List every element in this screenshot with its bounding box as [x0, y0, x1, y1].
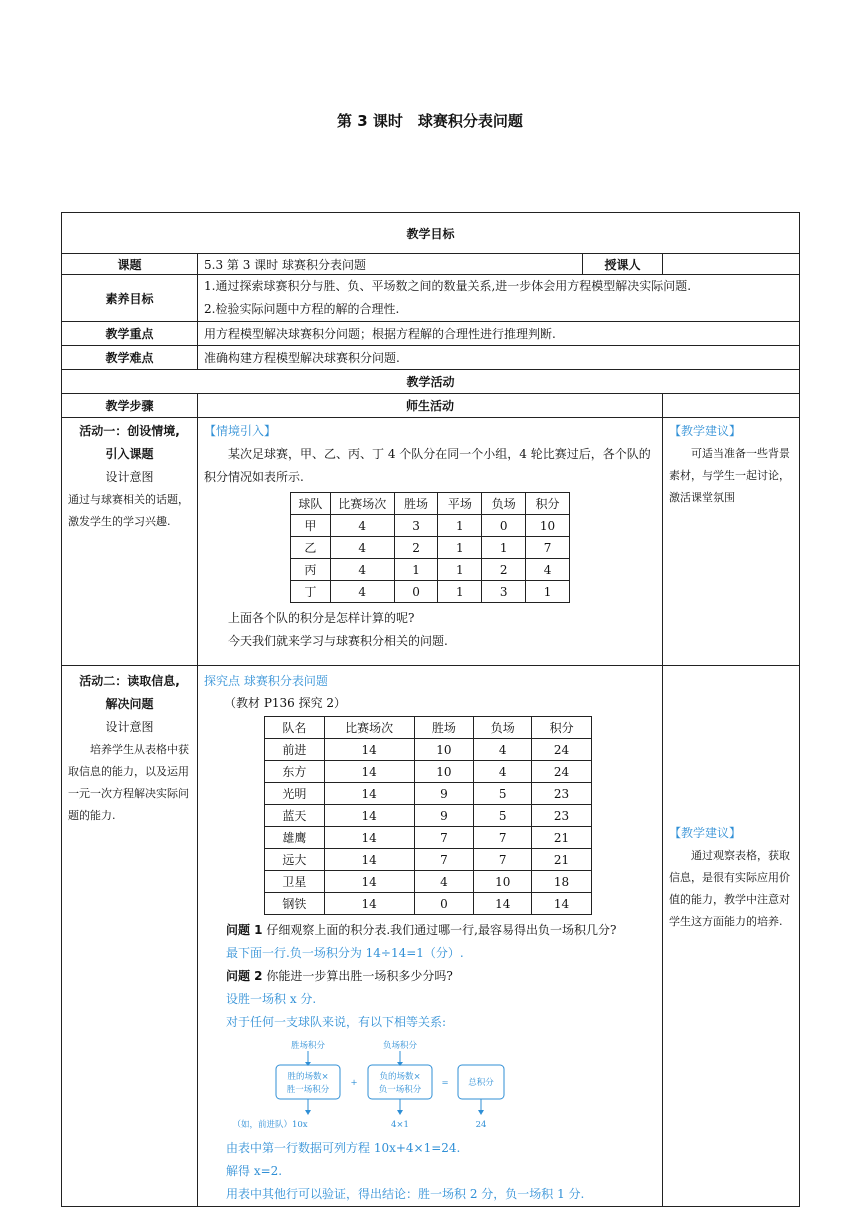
table-cell: 24: [532, 739, 592, 761]
table-cell: 甲: [291, 515, 331, 537]
activity2-suggest-tag: 【教学建议】: [669, 826, 742, 840]
column-header: 队名: [265, 717, 325, 739]
table-cell: 23: [532, 805, 592, 827]
table-cell: 钢铁: [265, 893, 325, 915]
column-header: 比赛场次: [324, 717, 414, 739]
table-row: [265, 893, 592, 915]
score-table-small: [290, 492, 570, 603]
literacy-goal-1: 1.通过探索球赛积分与胜、负、平场数之间的数量关系,进一步体会用方程模型解决实际问题.: [204, 279, 692, 293]
diagram-box2-line2: 负一场积分: [378, 1085, 422, 1095]
table-cell: 远大: [265, 849, 325, 871]
table-cell: 21: [532, 849, 592, 871]
table-cell: 前进: [265, 739, 325, 761]
table-cell: 1: [438, 559, 482, 581]
table-cell: 1: [526, 581, 570, 603]
table-cell: 1: [482, 537, 526, 559]
activity1-title-1: 活动一：创设情境,: [79, 424, 180, 438]
activity2-design-text: 培养学生从表格中获取信息的能力，以及运用一元一次方程解决实际问题的能力.: [68, 743, 189, 822]
table-cell: 3: [394, 515, 438, 537]
table-cell: 10: [414, 739, 474, 761]
activity2-title-1: 活动二：读取信息,: [79, 674, 180, 688]
table-row: [291, 559, 570, 581]
activity2-suggest-text: 通过观察表格，获取信息，是很有实际应用价值的能力，教学中注意对学生这方面能力的培养.: [669, 849, 790, 928]
table-cell: 1: [438, 515, 482, 537]
table-cell: 7: [526, 537, 570, 559]
difficulty-label: 教学难点: [62, 346, 198, 370]
key-point-label: 教学重点: [62, 322, 198, 346]
column-header: 负场: [474, 717, 532, 739]
table-cell: 5: [474, 783, 532, 805]
activity2-answer-2-4: 解得 x=2.: [226, 1164, 283, 1178]
question-1-text: 仔细观察上面的积分表.我们通过哪一行,最容易得出负一场积几分?: [262, 923, 617, 937]
table-cell: 7: [474, 849, 532, 871]
activity1-intro: 某次足球赛，甲、乙、丙、丁 4 个队分在同一个小组，4 轮比赛过后，各个队的积分情况如表所示.: [204, 447, 651, 484]
table-header-row: [265, 717, 592, 739]
table-cell: 9: [414, 805, 474, 827]
activity1-question-2: 今天我们就来学习与球赛积分相关的问题.: [228, 634, 448, 648]
table-cell: 7: [474, 827, 532, 849]
page-title: 第 3 课时 球赛积分表问题: [337, 112, 523, 130]
table-cell: 丁: [291, 581, 331, 603]
question-1-label: 问题 1: [226, 923, 263, 937]
table-cell: 0: [482, 515, 526, 537]
table-cell: 2: [482, 559, 526, 581]
diagram-box1-line2: 胜一场积分: [286, 1085, 330, 1095]
table-cell: 3: [482, 581, 526, 603]
column-header: 胜场: [414, 717, 474, 739]
table-row: [291, 537, 570, 559]
table-cell: 1: [438, 581, 482, 603]
difficulty-value: 准确构建方程模型解决球赛积分问题.: [198, 346, 800, 370]
table-cell: 10: [526, 515, 570, 537]
table-cell: 4: [330, 537, 394, 559]
activity1-suggest-text: 可适当准备一些背景素材，与学生一起讨论，激活课堂氛围: [669, 447, 790, 504]
activity2-tag: 探究点 球赛积分表问题: [204, 674, 328, 688]
table-cell: 0: [414, 893, 474, 915]
table-cell: 光明: [265, 783, 325, 805]
table-cell: 14: [324, 783, 414, 805]
table-row: [265, 805, 592, 827]
table-cell: 5: [474, 805, 532, 827]
table-cell: 9: [414, 783, 474, 805]
table-cell: 10: [474, 871, 532, 893]
diagram-plus: +: [350, 1078, 358, 1088]
literacy-label: 素养目标: [62, 275, 198, 322]
table-cell: 雄鹰: [265, 827, 325, 849]
table-cell: 4: [474, 739, 532, 761]
table-row: [265, 871, 592, 893]
table-cell: 2: [394, 537, 438, 559]
teacher-label: 授课人: [583, 254, 663, 275]
steps-label: 教学步骤: [62, 394, 198, 418]
table-cell: 乙: [291, 537, 331, 559]
table-row: [265, 849, 592, 871]
activity2-answer-1: 最下面一行.负一场积分为 14÷14=1（分）.: [226, 946, 464, 960]
table-cell: 蓝天: [265, 805, 325, 827]
table-row: [291, 515, 570, 537]
table-cell: 18: [532, 871, 592, 893]
diagram-equals: =: [441, 1078, 449, 1088]
lesson-plan-table: [61, 212, 800, 1207]
activity2-question-1: [204, 919, 656, 942]
column-header: 积分: [532, 717, 592, 739]
activity1-tag: 【情境引入】: [204, 424, 277, 438]
table-cell: 14: [324, 893, 414, 915]
table-cell: 10: [414, 761, 474, 783]
table-cell: 4: [330, 581, 394, 603]
table-cell: 14: [324, 871, 414, 893]
diagram-box1-line1: 胜的场数×: [287, 1072, 329, 1082]
column-header: 比赛场次: [330, 493, 394, 515]
table-cell: 14: [324, 761, 414, 783]
table-cell: 4: [414, 871, 474, 893]
table-cell: 14: [324, 827, 414, 849]
diagram-top-win: 胜场积分: [290, 1041, 326, 1051]
column-header: 胜场: [394, 493, 438, 515]
question-2-text: 你能进一步算出胜一场积多少分吗?: [262, 969, 453, 983]
teacher-student-label: 师生活动: [198, 394, 663, 418]
table-row: [265, 739, 592, 761]
activities-header: 教学活动: [62, 370, 800, 394]
table-cell: 24: [532, 761, 592, 783]
table-cell: 7: [414, 827, 474, 849]
table-cell: 23: [532, 783, 592, 805]
diagram-top-lose: 负场积分: [382, 1041, 418, 1051]
diagram-bottom-2: 4×1: [391, 1120, 409, 1130]
column-header: 积分: [526, 493, 570, 515]
table-cell: 14: [324, 739, 414, 761]
activity1-question-1: 上面各个队的积分是怎样计算的呢?: [228, 611, 415, 625]
table-cell: 4: [330, 515, 394, 537]
teacher-value: [663, 254, 800, 275]
table-row: [265, 783, 592, 805]
table-cell: 14: [474, 893, 532, 915]
table-cell: 14: [324, 805, 414, 827]
key-point-value: 用方程模型解决球赛积分问题；根据方程解的合理性进行推理判断.: [198, 322, 800, 346]
diagram-bottom-1: （如，前进队）10x: [232, 1120, 308, 1130]
table-cell: 卫星: [265, 871, 325, 893]
topic-label: 课题: [62, 254, 198, 275]
score-table-large: [264, 716, 592, 915]
diagram-bottom-3: 24: [475, 1120, 487, 1130]
table-cell: 4: [330, 559, 394, 581]
activity1-title-2: 引入课题: [105, 447, 154, 461]
table-cell: 21: [532, 827, 592, 849]
activity2-answer-2-1: 设胜一场积 x 分.: [226, 992, 317, 1006]
activity2-question-2: [204, 965, 656, 988]
table-row: [291, 581, 570, 603]
column-header: 负场: [482, 493, 526, 515]
table-header-row: [291, 493, 570, 515]
table-cell: 丙: [291, 559, 331, 581]
table-row: [265, 761, 592, 783]
topic-value: 5.3 第 3 课时 球赛积分表问题: [198, 254, 583, 275]
table-cell: 1: [394, 559, 438, 581]
table-cell: 14: [532, 893, 592, 915]
table-cell: 1: [438, 537, 482, 559]
table-row: [265, 827, 592, 849]
table-cell: 4: [526, 559, 570, 581]
diagram-box2-line1: 负的场数×: [379, 1072, 421, 1082]
activity2-design-label: 设计意图: [105, 720, 154, 734]
table-cell: 4: [474, 761, 532, 783]
diagram-box3: 总积分: [468, 1078, 494, 1088]
equation-diagram: [226, 1038, 516, 1130]
column-header: 平场: [438, 493, 482, 515]
activity1-design-text: 通过与球赛相关的话题，激发学生的学习兴趣.: [68, 493, 189, 528]
activity2-source: （教材 P136 探究 2）: [224, 696, 347, 710]
column-header: 球队: [291, 493, 331, 515]
literacy-goal-2: 2.检验实际问题中方程的解的合理性.: [204, 302, 400, 316]
activity2-answer-2-5: 用表中其他行可以验证，得出结论：胜一场积 2 分，负一场积 1 分.: [226, 1187, 585, 1201]
activity1-suggest-tag: 【教学建议】: [669, 424, 742, 438]
activity2-title-2: 解决问题: [105, 697, 154, 711]
question-2-label: 问题 2: [226, 969, 263, 983]
activity1-design-label: 设计意图: [105, 470, 154, 484]
table-cell: 14: [324, 849, 414, 871]
table-cell: 0: [394, 581, 438, 603]
activity2-answer-2-2: 对于任何一支球队来说，有以下相等关系:: [226, 1015, 447, 1029]
table-cell: 7: [414, 849, 474, 871]
table-cell: 东方: [265, 761, 325, 783]
activity2-answer-2-3: 由表中第一行数据可列方程 10x+4×1=24.: [226, 1141, 461, 1155]
objectives-header: 教学目标: [62, 213, 800, 254]
